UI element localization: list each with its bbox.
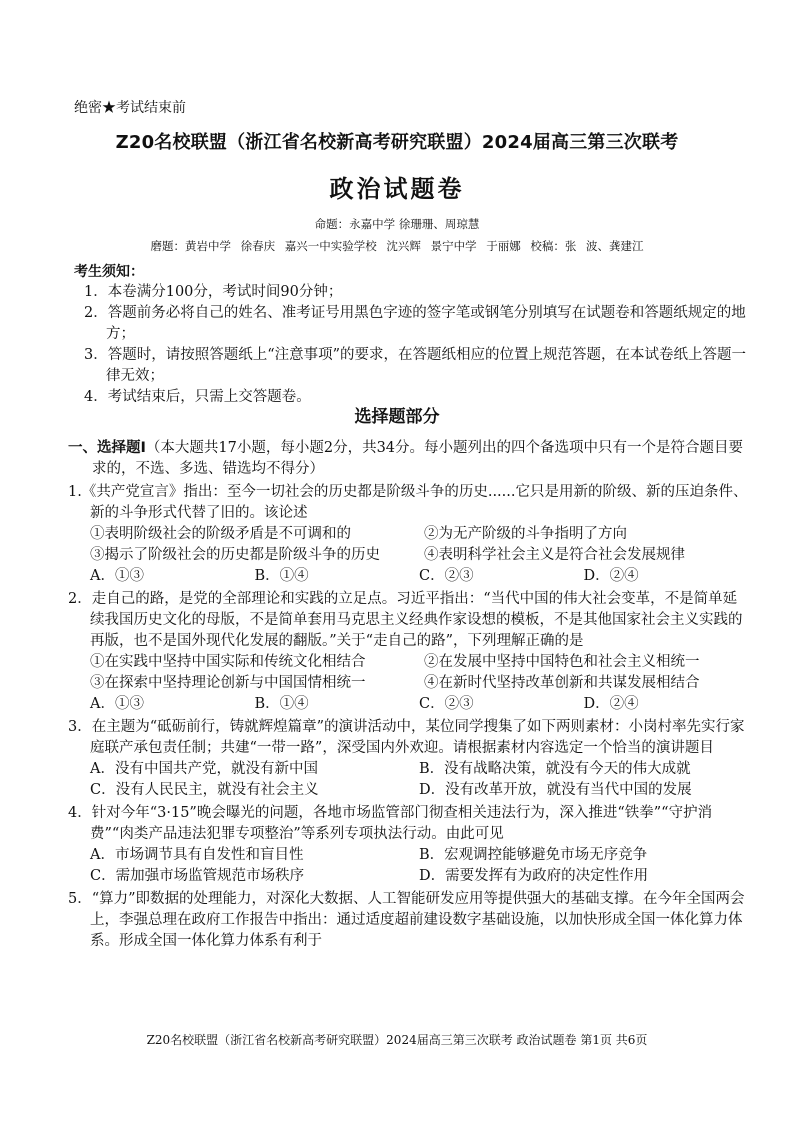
answer-choice: A．没有中国共产党，就没有新中国 xyxy=(90,761,318,778)
page-footer: Z20名校联盟（浙江省名校新高考研究联盟）2024届高三第三次联考 政治试题卷 第1页 共6页 xyxy=(146,1033,648,1047)
exam-subtitle: 政治试题卷 xyxy=(329,175,465,203)
statement-option: ③揭示了阶级社会的历史都是阶级斗争的历史 xyxy=(90,547,380,564)
statement-option: ④表明科学社会主义是符合社会发展规律 xyxy=(424,547,685,564)
statement-option: ①表明阶级社会的阶级矛盾是不可调和的 xyxy=(90,526,351,543)
question-stem: 3．在主题为“砥砺前行，铸就辉煌篇章”的演讲活动中，某位同学搜集了如下两则素材：小岗村率先实行家庭联产承包责任制；共建“一带一路”，深受国内外欢迎。请根据素材内容选定一个恰当的演讲题目 xyxy=(68,719,745,757)
answer-choice: D．需要发挥有为政府的决定性作用 xyxy=(419,868,649,885)
statement-option: ④在新时代坚持改革创新和共谋发展相结合 xyxy=(424,675,700,692)
answer-choice: D．②④ xyxy=(583,696,639,713)
question-3 xyxy=(68,717,748,801)
questions xyxy=(68,438,748,952)
answer-choice: A．①③ xyxy=(90,568,144,585)
answer-choice: A．①③ xyxy=(90,696,144,713)
question-5 xyxy=(68,889,748,952)
statement-option: ③在探索中坚持理论创新与中国国情相统一 xyxy=(90,675,366,692)
question-1 xyxy=(68,482,748,587)
statement-option: ①在实践中坚持中国实际和传统文化相结合 xyxy=(90,654,366,671)
answer-choices xyxy=(68,566,748,587)
note-item: 3．答题时，请按照答题纸上“注意事项”的要求，在答题纸相应的位置上规范答题，在本试卷纸上答题一律无效； xyxy=(84,347,747,385)
question-stem: 2．走自己的路，是党的全部理论和实践的立足点。习近平指出：“当代中国的伟大社会变革，不是简单延续我国历史文化的母版，不是简单套用马克思主义经典作家设想的模板，不是其他国家社会主义实践的再版，也不是国外现代化发展的翻版。”关于“走自己的路”，下列理解正确的是 xyxy=(68,591,743,650)
answer-choice: B．①④ xyxy=(254,568,309,585)
question-2 xyxy=(68,589,748,715)
answer-choice: B．宏观调控能够避免市场无序竞争 xyxy=(419,847,648,864)
question-stem: 1.《共产党宣言》指出：至今一切社会的历史都是阶级斗争的历史......它只是用新的阶级、新的压迫条件、新的斗争形式代替了旧的。该论述 xyxy=(68,484,748,522)
statement-options xyxy=(68,524,748,566)
answer-choices xyxy=(68,845,748,887)
answer-choice: B．没有战略决策，就没有今天的伟大成就 xyxy=(419,761,691,778)
answer-choice: A．市场调节具有自发性和盲目性 xyxy=(90,847,304,864)
note-item: 2．答题前务必将自己的姓名、准考证号用黑色字迹的签字笔或钢笔分别填写在试题卷和答题纸规定的地方； xyxy=(84,305,746,343)
answer-choice: D．②④ xyxy=(583,568,639,585)
part-label: 一、选择题Ⅰ xyxy=(68,440,146,456)
candidate-notes xyxy=(74,262,754,408)
note-item: 1．本卷满分100分，考试时间90分钟； xyxy=(84,284,343,301)
reviewers-line: 磨题：黄岩中学 徐春庆 嘉兴一中实验学校 沈兴辉 景宁中学 于丽娜 校稿：张 波、龚建江 xyxy=(150,239,644,253)
answer-choice: C．没有人民民主，就没有社会主义 xyxy=(90,782,319,799)
section-heading: 选择题部分 xyxy=(354,407,440,427)
answer-choice: C．②③ xyxy=(419,568,474,585)
answer-choice: C．②③ xyxy=(419,696,474,713)
confidential-mark: 绝密★考试结束前 xyxy=(74,100,186,116)
question-4 xyxy=(68,803,748,887)
author-line: 命题：永嘉中学 徐珊珊、周琼慧 xyxy=(314,217,480,231)
part-instructions xyxy=(68,438,748,480)
question-stem: 4．针对今年“3·15”晚会曝光的问题，各地市场监管部门彻查相关违法行为，深入推进“铁拳”“守护消费”“肉类产品违法犯罪专项整治”等系列专项执法行动。由此可见 xyxy=(68,805,713,843)
statement-option: ②为无产阶级的斗争指明了方向 xyxy=(424,526,627,543)
answer-choices xyxy=(68,759,748,801)
answer-choices xyxy=(68,694,748,715)
part-description: （本大题共17小题，每小题2分，共34分。每小题列出的四个备选项中只有一个是符合题目要求的，不选、多选、错选均不得分） xyxy=(92,440,744,478)
statement-options xyxy=(68,652,748,694)
answer-choice: D．没有改革开放，就没有当代中国的发展 xyxy=(419,782,692,799)
note-item: 4．考试结束后，只需上交答题卷。 xyxy=(84,389,311,406)
exam-title: Z20名校联盟（浙江省名校新高考研究联盟）2024届高三第三次联考 xyxy=(115,132,679,153)
notes-heading: 考生须知： xyxy=(74,264,144,280)
question-stem: 5．“算力”即数据的处理能力，对深化大数据、人工智能研发应用等提供强大的基础支撑。在今年全国两会上，李强总理在政府工作报告中指出：通过适度超前建设数字基础设施，以加快形成全国一体化算力体系。形成全国一体化算力体系有利于 xyxy=(68,891,745,950)
answer-choice: C．需加强市场监管规范市场秩序 xyxy=(90,868,305,885)
statement-option: ②在发展中坚持中国特色和社会主义相统一 xyxy=(424,654,700,671)
answer-choice: B．①④ xyxy=(254,696,309,713)
